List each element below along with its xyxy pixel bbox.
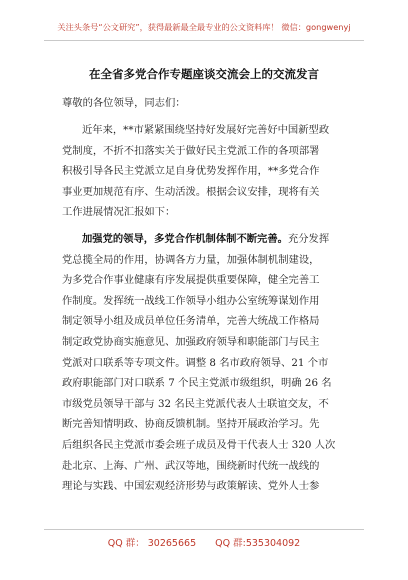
footer — [0, 535, 408, 549]
paragraph-first-line — [62, 229, 346, 250]
paragraph-line: 为多党合作事业健康有序发展提供重要保障，健全完善工 — [62, 274, 320, 287]
paragraph-line: 积极引导各民主党派立足自身优势发挥作用，**多党合作 — [62, 165, 320, 178]
paragraph-line: 制定领导小组及成员单位任务清单，完善大统战工作格局 — [62, 315, 320, 328]
paragraph-line: 党制度，不折不扣落实关于做好民主党派工作的各项部署 — [62, 144, 320, 157]
footer-divider — [44, 529, 364, 530]
paragraph-line: 党总揽全局的作用，协调各方力量，加强体制机制建设， — [62, 253, 320, 266]
paragraph-line: 赴北京、上海、广州、武汉等地，围绕新时代统一战线的 — [62, 459, 320, 472]
paragraph-line-rest: 充分发挥 — [287, 233, 330, 245]
paragraph-line: 后组织各民主党派市委会班子成员及骨干代表人士 320 人次 — [62, 438, 336, 451]
paragraph-line: 制定政党协商实施意见、加强政府领导和职能部门与民主 — [62, 335, 320, 348]
paragraph-line: 政府职能部门对口联系 7 个民主党派市级组织，明确 26 名 — [62, 377, 332, 390]
footer-qq-group-2: QQ 群:535304092 — [215, 538, 301, 549]
paragraph-line: 事业更加规范有序、生动活泼。根据会议安排，现将有关 — [62, 185, 320, 198]
section-heading: 加强党的领导，多党合作机制体制不断完善。 — [82, 233, 288, 245]
header-banner: 关注头条号“公文研究”，获得最新最全最专业的公文资料库！ 微信：gongwenyj — [57, 22, 351, 32]
document-title: 在全省多党合作专题座谈交流会上的交流发言 — [89, 67, 319, 81]
paragraph-line: 近年来，**市紧紧围绕坚持好发展好完善好中国新型政 — [82, 124, 330, 136]
paragraph-line: 工作进展情况汇报如下： — [62, 206, 176, 219]
paragraph-line: 理论与实践、中国宏观经济形势与政策解读、党外人士参 — [62, 480, 320, 493]
paragraph-line: 断完善知情明政、协商反馈机制。坚持开展政治学习。先 — [62, 418, 320, 431]
paragraph-intro — [62, 120, 346, 223]
paragraph-line: 作制度。发挥统一战线工作领导小组办公室统筹谋划作用 — [62, 294, 320, 307]
paragraph-line: 市级党员领导干部与 32 名民主党派代表人士联谊交友，不 — [62, 397, 329, 410]
paragraph-line: 党派对口联系等专项文件。调整 8 名市政府领导、21 个市 — [62, 356, 329, 369]
paragraph-section-1 — [62, 229, 346, 497]
footer-qq-group-1: QQ 群： 30265665 — [107, 538, 197, 549]
salutation: 尊敬的各位领导，同志们： — [62, 97, 186, 109]
header-divider — [44, 40, 364, 41]
